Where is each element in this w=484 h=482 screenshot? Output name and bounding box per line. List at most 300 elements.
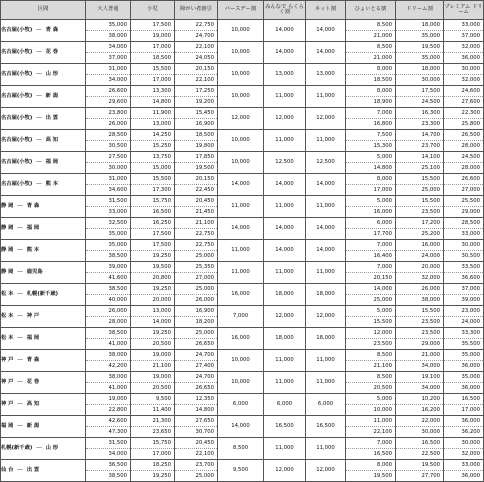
- net-fare: 11,000: [306, 350, 346, 372]
- dream-fare-min: 22,000: [396, 416, 443, 427]
- child-fare-max: 11,400: [152, 407, 171, 413]
- adult-fare-max: 34,000: [108, 451, 127, 457]
- disability-fare-min: 20,450: [175, 438, 217, 449]
- disability-fare-min: 17,850: [175, 152, 217, 163]
- birthday-fare: 7,000: [218, 306, 264, 328]
- disability-fare-min: 27,650: [175, 416, 217, 427]
- disability-fare-cell: [175, 108, 218, 130]
- disability-fare-cell: [175, 196, 218, 218]
- disability-fare-cell: [175, 350, 218, 372]
- dream-fare-cell: [396, 394, 444, 416]
- header-adult: 大人普通: [86, 1, 131, 20]
- hoitoru-fare-cell: [346, 416, 396, 438]
- hoitoru-fare-max: 25,000: [373, 297, 392, 303]
- premium-dream-fare-max: 39,000: [461, 297, 480, 303]
- table-row: [1, 152, 484, 174]
- adult-fare-cell: [86, 306, 131, 328]
- disability-fare-cell: [175, 416, 218, 438]
- child-fare-max: 20,500: [152, 341, 171, 347]
- table-row: [1, 284, 484, 306]
- disability-fare-max: 14,800: [195, 407, 214, 413]
- route-cell: [1, 20, 86, 42]
- child-fare-cell: [131, 218, 175, 240]
- child-fare-max: 23,650: [152, 429, 171, 435]
- adult-fare-min: 31,000: [86, 64, 130, 75]
- disability-fare-min: 21,100: [175, 218, 217, 229]
- adult-fare-max: 38,500: [108, 473, 127, 479]
- premium-dream-fare-max: 32,000: [461, 77, 480, 83]
- disability-fare-cell: [175, 152, 218, 174]
- disability-fare-min: 22,750: [175, 240, 217, 251]
- table-row: [1, 438, 484, 460]
- hoitoru-fare-max: 23,500: [373, 341, 392, 347]
- disability-fare-max: 30,700: [195, 429, 214, 435]
- adult-fare-min: 36,500: [86, 460, 130, 471]
- premium-dream-fare-max: 35,500: [461, 341, 480, 347]
- dream-fare-max: 25,200: [421, 231, 440, 237]
- dream-fare-cell: [396, 196, 444, 218]
- route-origin: 名古屋(小牧): [1, 48, 33, 55]
- route-cell: [1, 350, 86, 372]
- disability-fare-max: 22,100: [195, 77, 214, 83]
- adult-fare-cell: [86, 416, 131, 438]
- adult-fare-max: 47,300: [108, 429, 127, 435]
- group-fare: 12,500: [264, 152, 306, 174]
- child-fare-max: 21,100: [152, 363, 171, 369]
- route-dash-icon: ―: [36, 136, 42, 143]
- route-cell: [1, 438, 86, 460]
- adult-fare-min: 23,800: [86, 108, 130, 119]
- disability-fare-min: 20,450: [175, 196, 217, 207]
- adult-fare-max: 41,600: [108, 275, 127, 281]
- adult-fare-min: 42,600: [86, 416, 130, 427]
- child-fare-min: 19,250: [131, 284, 174, 295]
- group-fare: 12,000: [264, 306, 306, 328]
- table-row: [1, 42, 484, 64]
- premium-dream-fare-min: 28,500: [444, 218, 483, 229]
- dream-fare-min: 14,700: [396, 130, 443, 141]
- net-fare: 14,000: [306, 42, 346, 64]
- birthday-fare: 9,500: [218, 460, 264, 482]
- dream-fare-min: 20,000: [396, 262, 443, 273]
- adult-fare-cell: [86, 262, 131, 284]
- disability-fare-cell: [175, 130, 218, 152]
- premium-dream-fare-min: 32,000: [444, 42, 483, 53]
- birthday-fare: 10,000: [218, 20, 264, 42]
- child-fare-min: 17,500: [131, 20, 174, 31]
- adult-fare-cell: [86, 86, 131, 108]
- header-premium-dream: プレミアム ドリーム: [444, 1, 484, 20]
- dream-fare-max: 34,000: [421, 363, 440, 369]
- premium-dream-fare-min: 36,000: [444, 416, 483, 427]
- table-row: [1, 64, 484, 86]
- adult-fare-min: 28,500: [86, 130, 130, 141]
- premium-dream-fare-cell: [444, 262, 484, 284]
- route-cell: [1, 240, 86, 262]
- child-fare-cell: [131, 416, 175, 438]
- dream-fare-cell: [396, 218, 444, 240]
- premium-dream-fare-cell: [444, 196, 484, 218]
- route-dash-icon: ―: [17, 422, 23, 429]
- premium-dream-fare-min: 16,500: [444, 394, 483, 405]
- disability-fare-min: 25,000: [175, 328, 217, 339]
- hoitoru-fare-max: 21,000: [373, 33, 392, 39]
- premium-dream-fare-min: 30,000: [444, 64, 483, 75]
- dream-fare-max: 29,000: [421, 341, 440, 347]
- premium-dream-fare-min: 33,300: [444, 328, 483, 339]
- dream-fare-max: 25,000: [421, 187, 440, 193]
- route-dash-icon: ―: [17, 466, 23, 473]
- dream-fare-max: 23,700: [421, 143, 440, 149]
- hoitoru-fare-min: 11,000: [346, 416, 395, 427]
- hoitoru-fare-cell: [346, 174, 396, 196]
- hoitoru-fare-cell: [346, 42, 396, 64]
- adult-fare-min: 19,000: [86, 394, 130, 405]
- child-fare-min: 14,250: [131, 130, 174, 141]
- disability-fare-max: 22,750: [195, 231, 214, 237]
- child-fare-max: 15,250: [152, 143, 171, 149]
- child-fare-cell: [131, 86, 175, 108]
- dream-fare-max: 23,500: [421, 209, 440, 215]
- dream-fare-cell: [396, 174, 444, 196]
- dream-fare-cell: [396, 284, 444, 306]
- child-fare-min: 19,000: [131, 372, 174, 383]
- group-fare: 11,000: [264, 350, 306, 372]
- hoitoru-fare-max: 21,000: [373, 55, 392, 61]
- disability-fare-cell: [175, 174, 218, 196]
- route-dash-icon: ―: [36, 114, 42, 121]
- child-fare-max: 19,250: [152, 473, 171, 479]
- disability-fare-max: 26,650: [195, 385, 214, 391]
- adult-fare-cell: [86, 130, 131, 152]
- group-fare: 11,000: [264, 86, 306, 108]
- disability-fare-max: 24,050: [195, 55, 214, 61]
- adult-fare-min: 39,000: [86, 262, 130, 273]
- adult-fare-max: 41,000: [108, 385, 127, 391]
- adult-fare-cell: [86, 218, 131, 240]
- header-group: みんなで らくらく割: [264, 1, 306, 20]
- hoitoru-fare-max: 10,000: [373, 407, 392, 413]
- child-fare-cell: [131, 130, 175, 152]
- table-row: [1, 416, 484, 438]
- route-destination: 花 巻: [26, 378, 40, 385]
- net-fare: 14,000: [306, 174, 346, 196]
- premium-dream-fare-min: 25,500: [444, 196, 483, 207]
- disability-fare-cell: [175, 42, 218, 64]
- premium-dream-fare-max: 36,000: [461, 385, 480, 391]
- hoitoru-fare-cell: [346, 438, 396, 460]
- child-fare-min: 15,500: [131, 174, 174, 185]
- disability-fare-cell: [175, 372, 218, 394]
- dream-fare-cell: [396, 86, 444, 108]
- route-origin: 松 本: [1, 290, 14, 297]
- premium-dream-fare-max: 37,000: [461, 33, 480, 39]
- hoitoru-fare-min: 8,000: [346, 86, 395, 97]
- net-fare: 12,000: [306, 306, 346, 328]
- dream-fare-max: 23,500: [421, 319, 440, 325]
- dream-fare-max: 25,100: [421, 165, 440, 171]
- dream-fare-min: 18,000: [396, 64, 443, 75]
- hoitoru-fare-max: 15,300: [373, 143, 392, 149]
- child-fare-cell: [131, 174, 175, 196]
- hoitoru-fare-cell: [346, 20, 396, 42]
- route-origin: 仙 台: [1, 466, 14, 473]
- hoitoru-fare-cell: [346, 86, 396, 108]
- adult-fare-cell: [86, 20, 131, 42]
- disability-fare-max: 19,500: [195, 165, 214, 171]
- dream-fare-min: 15,500: [396, 174, 443, 185]
- premium-dream-fare-max: 28,000: [461, 165, 480, 171]
- disability-fare-min: 17,250: [175, 86, 217, 97]
- route-destination: 熊 本: [26, 246, 40, 253]
- child-fare-min: 13,750: [131, 152, 174, 163]
- dream-fare-max: 35,000: [421, 55, 440, 61]
- hoitoru-fare-max: 16,500: [373, 451, 392, 457]
- hoitoru-fare-cell: [346, 306, 396, 328]
- hoitoru-fare-cell: [346, 350, 396, 372]
- child-fare-max: 20,800: [152, 275, 171, 281]
- premium-dream-fare-max: 27,600: [461, 99, 480, 105]
- net-fare: 11,000: [306, 372, 346, 394]
- premium-dream-fare-max: 27,000: [461, 187, 480, 193]
- disability-fare-cell: [175, 460, 218, 482]
- premium-dream-fare-cell: [444, 174, 484, 196]
- dream-fare-min: 16,000: [396, 240, 443, 251]
- route-destination: 新 潟: [45, 92, 59, 99]
- dream-fare-max: 27,700: [421, 473, 440, 479]
- birthday-fare: 16,000: [218, 284, 264, 306]
- hoitoru-fare-max: 20,150: [373, 275, 392, 281]
- route-origin: 福 岡: [1, 422, 14, 429]
- disability-fare-cell: [175, 438, 218, 460]
- adult-fare-cell: [86, 42, 131, 64]
- child-fare-min: 13,000: [131, 306, 174, 317]
- adult-fare-min: 38,500: [86, 328, 130, 339]
- adult-fare-max: 30,500: [108, 143, 127, 149]
- adult-fare-cell: [86, 240, 131, 262]
- hoitoru-fare-max: 15,500: [373, 319, 392, 325]
- hoitoru-fare-cell: [346, 372, 396, 394]
- hoitoru-fare-min: 7,000: [346, 240, 395, 251]
- net-fare: 11,000: [306, 262, 346, 284]
- dream-fare-cell: [396, 262, 444, 284]
- dream-fare-max: 35,000: [421, 33, 440, 39]
- disability-fare-min: 24,700: [175, 350, 217, 361]
- child-fare-max: 20,500: [152, 385, 171, 391]
- adult-fare-min: 38,000: [86, 372, 130, 383]
- dream-fare-cell: [396, 416, 444, 438]
- premium-dream-fare-cell: [444, 416, 484, 438]
- hoitoru-fare-cell: [346, 64, 396, 86]
- child-fare-max: 17,300: [152, 187, 171, 193]
- header-hoitoru: ひょいとる割: [346, 1, 396, 20]
- hoitoru-fare-cell: [346, 196, 396, 218]
- table-row: [1, 328, 484, 350]
- route-origin: 静 岡: [1, 268, 14, 275]
- hoitoru-fare-min: 7,500: [346, 130, 395, 141]
- disability-fare-min: 20,150: [175, 174, 217, 185]
- disability-fare-cell: [175, 262, 218, 284]
- route-origin: 松 本: [1, 334, 14, 341]
- route-cell: [1, 372, 86, 394]
- route-dash-icon: ―: [17, 312, 23, 319]
- child-fare-min: 19,500: [131, 262, 174, 273]
- birthday-fare: 10,000: [218, 42, 264, 64]
- adult-fare-min: 27,500: [86, 152, 130, 163]
- adult-fare-max: 29,600: [108, 99, 127, 105]
- disability-fare-cell: [175, 306, 218, 328]
- child-fare-max: 13,000: [152, 121, 171, 127]
- table-row: [1, 394, 484, 416]
- group-fare: 14,000: [264, 240, 306, 262]
- child-fare-min: 15,750: [131, 438, 174, 449]
- header-route: 区間: [1, 1, 86, 20]
- group-fare: 14,000: [264, 174, 306, 196]
- disability-fare-cell: [175, 240, 218, 262]
- dream-fare-min: 10,200: [396, 394, 443, 405]
- premium-dream-fare-cell: [444, 218, 484, 240]
- child-fare-max: 19,000: [152, 33, 171, 39]
- premium-dream-fare-max: 24,000: [461, 319, 480, 325]
- hoitoru-fare-min: 12,000: [346, 328, 395, 339]
- adult-fare-cell: [86, 394, 131, 416]
- hoitoru-fare-min: 7,000: [346, 438, 395, 449]
- hoitoru-fare-cell: [346, 130, 396, 152]
- net-fare: 6,000: [306, 394, 346, 416]
- child-fare-cell: [131, 306, 175, 328]
- adult-fare-min: 26,000: [86, 306, 130, 317]
- adult-fare-max: 35,000: [108, 231, 127, 237]
- hoitoru-fare-cell: [346, 240, 396, 262]
- hoitoru-fare-min: 8,000: [346, 460, 395, 471]
- child-fare-cell: [131, 108, 175, 130]
- birthday-fare: 14,000: [218, 218, 264, 240]
- net-fare: 18,000: [306, 284, 346, 306]
- route-destination: 青 森: [45, 26, 59, 33]
- route-destination: 熊 本: [45, 180, 59, 187]
- premium-dream-fare-max: 32,000: [461, 451, 480, 457]
- disability-fare-max: 19,200: [195, 99, 214, 105]
- disability-fare-min: 18,500: [175, 130, 217, 141]
- route-destination: 高 知: [45, 136, 59, 143]
- child-fare-cell: [131, 328, 175, 350]
- birthday-fare: 10,000: [218, 372, 264, 394]
- route-dash-icon: ―: [36, 180, 42, 187]
- route-cell: [1, 394, 86, 416]
- route-origin: 神 戸: [1, 356, 14, 363]
- dream-fare-max: 16,200: [421, 407, 440, 413]
- child-fare-min: 13,300: [131, 86, 174, 97]
- disability-fare-min: 25,000: [175, 284, 217, 295]
- hoitoru-fare-max: 20,500: [373, 385, 392, 391]
- route-destination: 出 雲: [26, 466, 40, 473]
- disability-fare-max: 25,000: [195, 473, 214, 479]
- group-fare: 14,000: [264, 42, 306, 64]
- premium-dream-fare-min: 24,500: [444, 152, 483, 163]
- net-fare: 18,000: [306, 328, 346, 350]
- premium-dream-fare-min: 33,500: [444, 262, 483, 273]
- dream-fare-max: 30,000: [421, 77, 440, 83]
- header-child: 小児: [131, 1, 175, 20]
- disability-fare-min: 15,450: [175, 108, 217, 119]
- route-origin: 名古屋(小牧): [1, 92, 33, 99]
- premium-dream-fare-min: 30,000: [444, 240, 483, 251]
- hoitoru-fare-cell: [346, 284, 396, 306]
- disability-fare-cell: [175, 328, 218, 350]
- route-origin: 名古屋(小牧): [1, 180, 33, 187]
- premium-dream-fare-min: 26,500: [444, 130, 483, 141]
- premium-dream-fare-cell: [444, 152, 484, 174]
- route-dash-icon: ―: [17, 202, 23, 209]
- route-origin: 松 本: [1, 312, 14, 319]
- hoitoru-fare-min: 5,000: [346, 152, 395, 163]
- disability-fare-cell: [175, 394, 218, 416]
- dream-fare-cell: [396, 240, 444, 262]
- header-disability: 障がい者割引: [175, 1, 218, 20]
- route-destination: 新 潟: [26, 422, 40, 429]
- hoitoru-fare-min: 6,000: [346, 218, 395, 229]
- disability-fare-max: 24,700: [195, 33, 214, 39]
- child-fare-min: 18,250: [131, 460, 174, 471]
- route-dash-icon: ―: [36, 444, 42, 451]
- hoitoru-fare-min: 8,500: [346, 42, 395, 53]
- adult-fare-cell: [86, 64, 131, 86]
- child-fare-max: 17,500: [152, 231, 171, 237]
- table-row: [1, 86, 484, 108]
- premium-dream-fare-cell: [444, 350, 484, 372]
- hoitoru-fare-cell: [346, 460, 396, 482]
- adult-fare-cell: [86, 350, 131, 372]
- table-row: [1, 130, 484, 152]
- dream-fare-cell: [396, 350, 444, 372]
- hoitoru-fare-min: 8,500: [346, 372, 395, 383]
- route-origin: 札幌(新千歳): [1, 444, 33, 451]
- child-fare-min: 19,000: [131, 350, 174, 361]
- adult-fare-min: 35,000: [86, 20, 130, 31]
- route-cell: [1, 306, 86, 328]
- route-cell: [1, 108, 86, 130]
- birthday-fare: 11,000: [218, 262, 264, 284]
- hoitoru-fare-max: 18,500: [373, 77, 392, 83]
- route-cell: [1, 328, 86, 350]
- birthday-fare: 14,000: [218, 174, 264, 196]
- disability-fare-max: 27,000: [195, 275, 214, 281]
- disability-fare-max: 21,450: [195, 209, 214, 215]
- dream-fare-min: 16,500: [396, 438, 443, 449]
- net-fare: 11,000: [306, 130, 346, 152]
- dream-fare-cell: [396, 438, 444, 460]
- dream-fare-min: 16,300: [396, 108, 443, 119]
- premium-dream-fare-cell: [444, 306, 484, 328]
- premium-dream-fare-cell: [444, 240, 484, 262]
- disability-fare-max: 27,400: [195, 363, 214, 369]
- premium-dream-fare-max: 29,000: [461, 209, 480, 215]
- disability-fare-max: 25,000: [195, 253, 214, 259]
- premium-dream-fare-max: 30,500: [461, 253, 480, 259]
- route-destination: 福 岡: [45, 158, 59, 165]
- premium-dream-fare-max: 36,600: [461, 275, 480, 281]
- group-fare: 11,000: [264, 372, 306, 394]
- birthday-fare: 10,000: [218, 64, 264, 86]
- premium-dream-fare-max: 17,000: [461, 407, 480, 413]
- adult-fare-cell: [86, 108, 131, 130]
- dream-fare-max: 22,500: [421, 451, 440, 457]
- adult-fare-max: 40,000: [108, 297, 127, 303]
- premium-dream-fare-min: 35,000: [444, 372, 483, 383]
- birthday-fare: 10,000: [218, 86, 264, 108]
- child-fare-min: 19,250: [131, 328, 174, 339]
- disability-fare-max: 19,800: [195, 143, 214, 149]
